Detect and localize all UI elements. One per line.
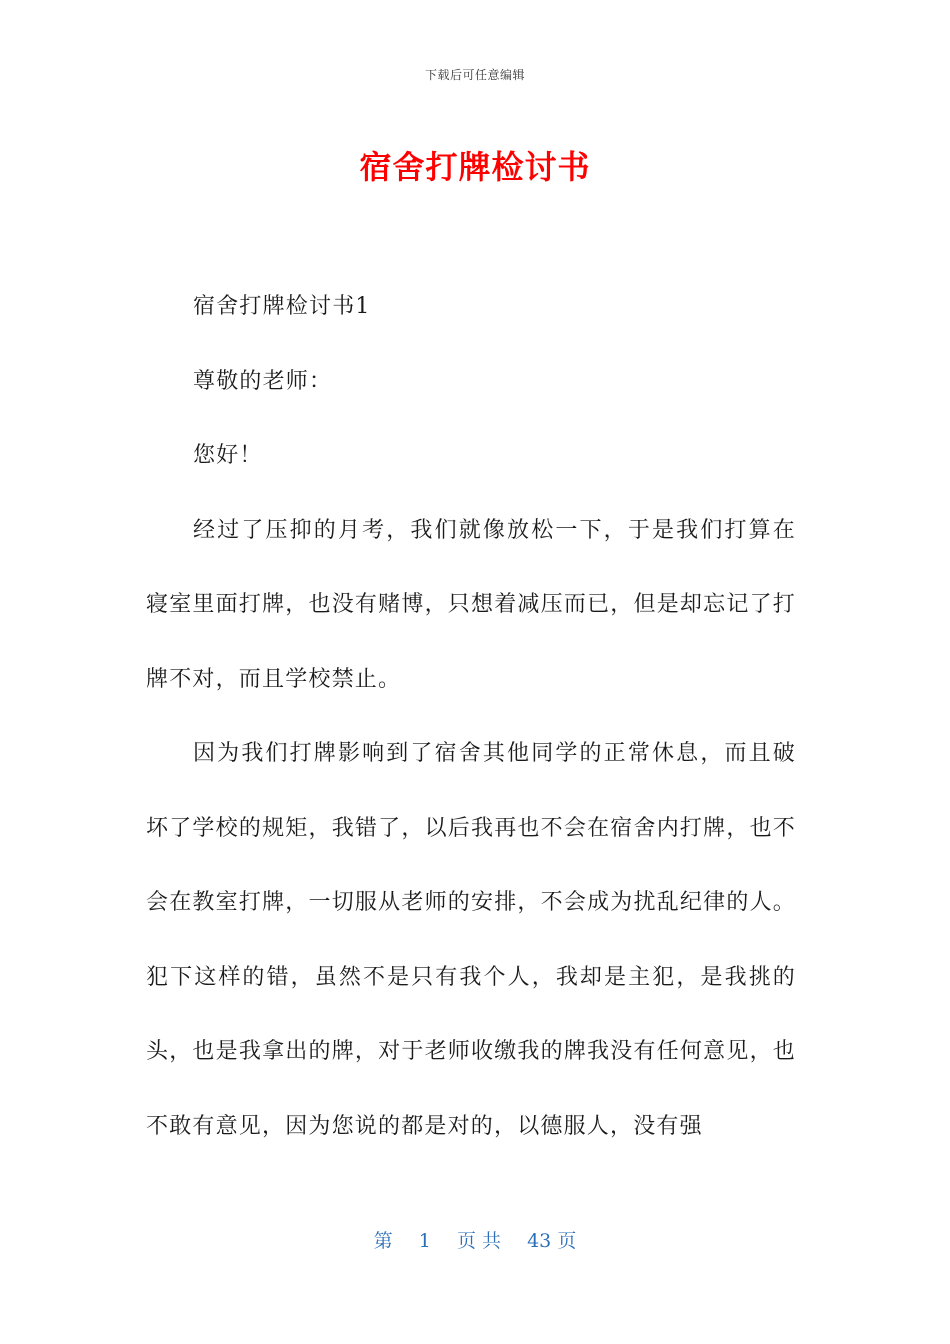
footer-middle: 页 共: [456, 1230, 501, 1252]
current-page-number: 1: [418, 1230, 431, 1252]
paragraph-body-2: 因为我们打牌影响到了宿舍其他同学的正常休息，而且破坏了学校的规矩，我错了，以后我再也不会在宿舍内打牌，也不会在教室打牌，一切服从老师的安排，不会成为扰乱纪律的人。犯下这样的错，虽然不是只有我个人，我却是主犯，是我挑的头，也是我拿出的牌，对于老师收缴我的牌我没有任何意见，也不敢有意见，因为您说的都是对的，以德服人，没有强: [146, 741, 796, 1139]
paragraph-salutation: 尊敬的老师：: [193, 368, 333, 394]
header-note: 下载后可任意编辑: [424, 68, 525, 82]
page-footer: [0, 1226, 950, 1253]
footer-suffix: 页: [557, 1230, 577, 1252]
paragraph-heading: 宿舍打牌检讨书1: [193, 294, 371, 319]
paragraph-greeting: 您好！: [193, 443, 263, 468]
document-body: [146, 270, 796, 1164]
footer-prefix: 第: [373, 1230, 393, 1252]
document-title: 宿舍打牌检讨书: [359, 148, 591, 186]
total-pages: 43: [527, 1230, 552, 1252]
paragraph-body-1: 经过了压抑的月考，我们就像放松一下，于是我们打算在寝室里面打牌，也没有赌博，只想着减压而已，但是却忘记了打牌不对，而且学校禁止。: [146, 517, 796, 692]
